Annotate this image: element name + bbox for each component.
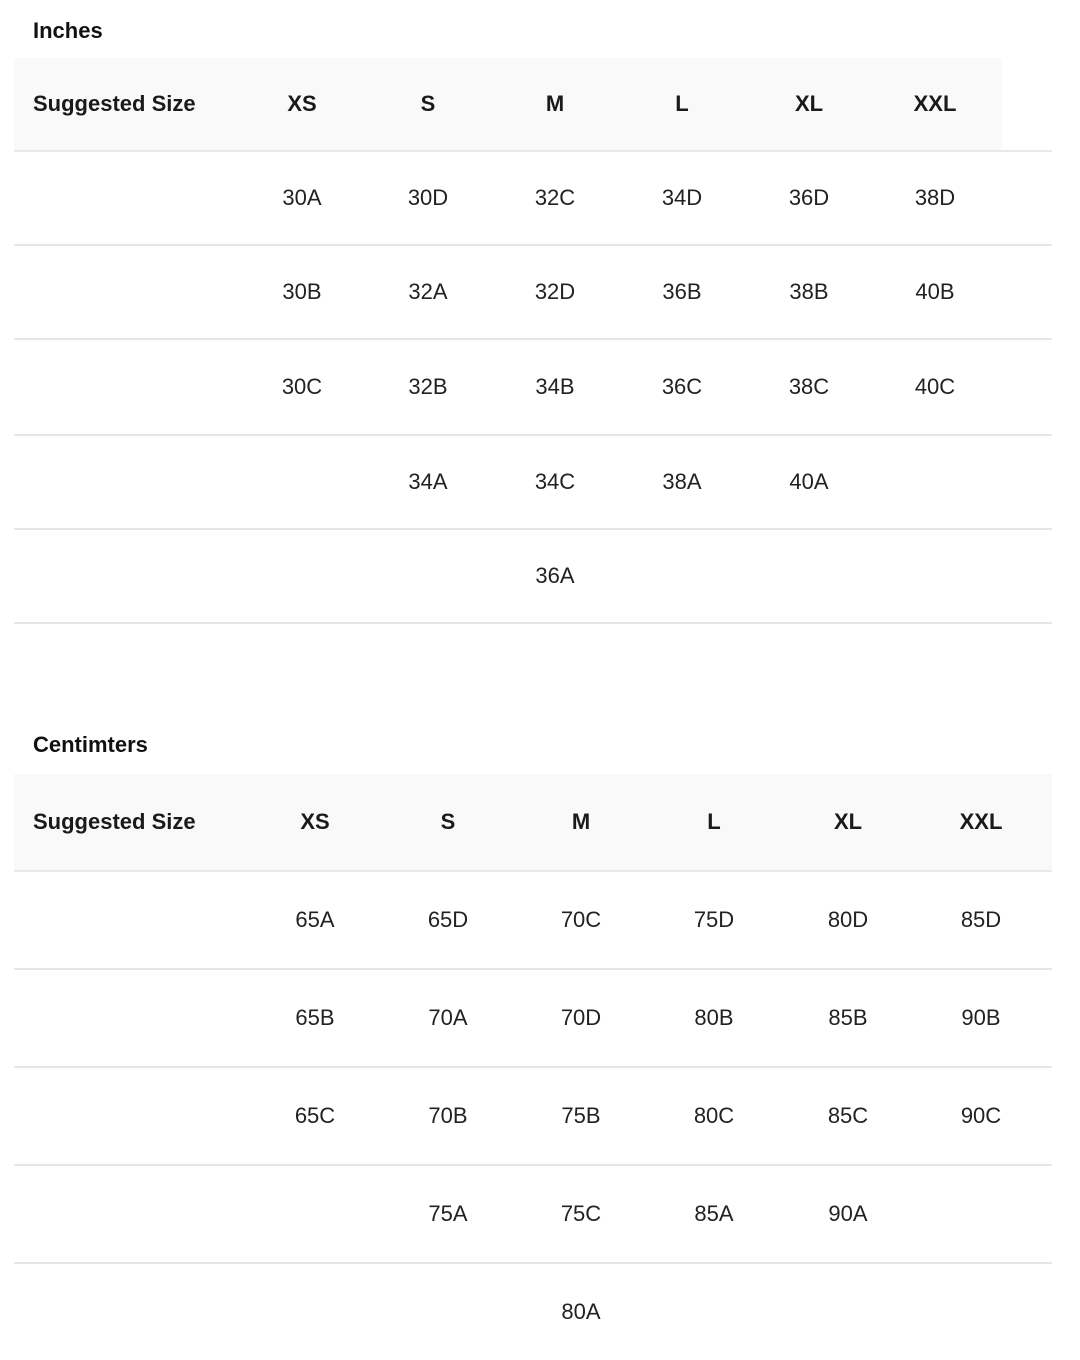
- table-cell: 85D: [960, 907, 1002, 932]
- centimeters-size-table: [14, 774, 1052, 1360]
- table-cell: 30B: [282, 279, 322, 304]
- suggested-size-header: Suggested Size: [33, 91, 196, 116]
- table-cell: 30A: [282, 185, 322, 210]
- size-header-l: L: [707, 809, 721, 834]
- table-cell: 40C: [914, 374, 956, 399]
- size-header-xl: XL: [833, 809, 863, 834]
- size-header-xxl: XXL: [913, 91, 957, 116]
- table-cell: [955, 1264, 1007, 1360]
- size-header-xl: XL: [794, 91, 824, 116]
- table-header-row: [14, 58, 1002, 152]
- table-cell: 70C: [560, 907, 602, 932]
- table-cell: 38A: [662, 469, 702, 494]
- table-cell: [822, 1264, 874, 1360]
- section-title: Inches: [33, 18, 103, 43]
- table-cell: 80D: [827, 907, 869, 932]
- size-header-m: M: [545, 91, 565, 116]
- table-cell: 36C: [661, 374, 703, 399]
- table-cell: 90A: [828, 1201, 868, 1226]
- table-cell: 75A: [428, 1201, 468, 1226]
- table-cell: 85C: [827, 1103, 869, 1128]
- size-header-l: L: [675, 91, 689, 116]
- table-cell: 34C: [534, 469, 576, 494]
- table-cell: [276, 436, 328, 528]
- table-cell: 65B: [295, 1005, 335, 1030]
- table-cell: 85B: [828, 1005, 868, 1030]
- table-row: [14, 1068, 1052, 1166]
- table-cell: 65C: [294, 1103, 336, 1128]
- size-header-xxl: XXL: [959, 809, 1003, 834]
- table-cell: 32D: [534, 279, 576, 304]
- table-cell: 38C: [788, 374, 830, 399]
- table-cell: 32B: [408, 374, 448, 399]
- table-cell: 65D: [427, 907, 469, 932]
- size-header-s: S: [420, 91, 436, 116]
- table-cell: 30D: [407, 185, 449, 210]
- table-cell: 70B: [428, 1103, 468, 1128]
- table-row: [14, 530, 1052, 624]
- table-cell: 34D: [661, 185, 703, 210]
- table-row: [14, 1264, 1052, 1360]
- table-cell: 30C: [281, 374, 323, 399]
- table-header-row: [14, 774, 1052, 872]
- centimeters-section: [14, 720, 1052, 1350]
- table-cell: 75C: [560, 1201, 602, 1226]
- table-cell: 80B: [694, 1005, 734, 1030]
- table-cell: 38D: [914, 185, 956, 210]
- size-header-xs: XS: [300, 809, 330, 834]
- table-cell: [909, 436, 961, 528]
- table-cell: [688, 1264, 740, 1360]
- table-row: [14, 340, 1052, 436]
- suggested-size-header: Suggested Size: [33, 809, 196, 834]
- table-cell: [289, 1166, 341, 1262]
- table-cell: 65A: [295, 907, 335, 932]
- table-cell: 36A: [535, 563, 575, 588]
- table-cell: 70A: [428, 1005, 468, 1030]
- table-cell: 90C: [960, 1103, 1002, 1128]
- table-cell: 75D: [693, 907, 735, 932]
- table-cell: [656, 530, 708, 622]
- table-cell: 32C: [534, 185, 576, 210]
- table-cell: 34A: [408, 469, 448, 494]
- table-row: [14, 970, 1052, 1068]
- table-cell: 40A: [789, 469, 829, 494]
- table-cell: 36B: [662, 279, 702, 304]
- table-cell: 70D: [560, 1005, 602, 1030]
- table-cell: [422, 1264, 474, 1360]
- size-header-xs: XS: [287, 91, 317, 116]
- table-cell: [289, 1264, 341, 1360]
- table-cell: 80A: [561, 1299, 601, 1324]
- table-cell: 36D: [788, 185, 830, 210]
- table-cell: 85A: [694, 1201, 734, 1226]
- table-cell: 90B: [961, 1005, 1001, 1030]
- table-cell: [276, 530, 328, 622]
- table-cell: 40B: [915, 279, 955, 304]
- inches-section: [14, 0, 1052, 640]
- table-cell: [402, 530, 454, 622]
- size-header-m: M: [571, 809, 591, 834]
- section-title: Centimters: [33, 732, 148, 757]
- table-row: [14, 872, 1052, 970]
- table-row: [14, 152, 1052, 246]
- table-cell: 38B: [789, 279, 829, 304]
- table-cell: [783, 530, 835, 622]
- table-cell: 32A: [408, 279, 448, 304]
- table-cell: 80C: [693, 1103, 735, 1128]
- table-row: [14, 436, 1052, 530]
- inches-size-table: [14, 58, 1052, 624]
- table-row: [14, 1166, 1052, 1264]
- table-cell: [909, 530, 961, 622]
- table-cell: 34B: [535, 374, 575, 399]
- size-header-s: S: [440, 809, 456, 834]
- table-row: [14, 246, 1052, 340]
- table-cell: 75B: [561, 1103, 601, 1128]
- table-cell: [955, 1166, 1007, 1262]
